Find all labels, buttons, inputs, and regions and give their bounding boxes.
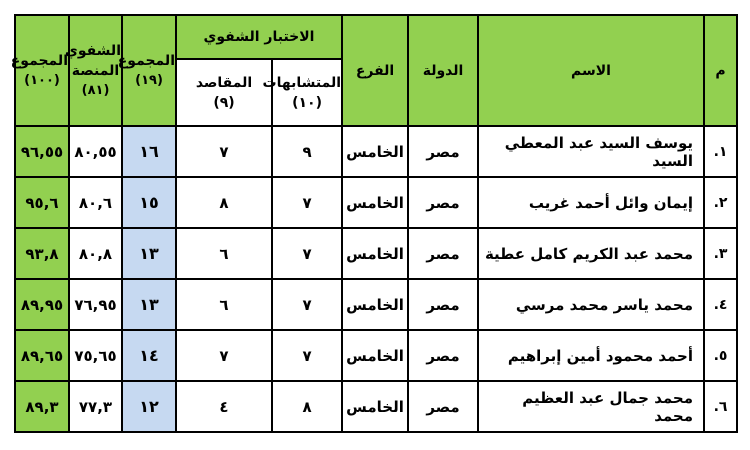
header-platform-line2: المنصة bbox=[71, 62, 120, 79]
cell-similar: ٧ bbox=[272, 279, 342, 330]
cell-index: ٤. bbox=[704, 279, 737, 330]
header-similar-label: المتشابهات bbox=[262, 74, 342, 91]
cell-subtotal: ١٥ bbox=[122, 177, 176, 228]
header-subtotal-label: المجموع bbox=[117, 52, 175, 69]
header-subtotal bbox=[117, 15, 176, 126]
header-subtotal-max: (١٩) bbox=[135, 72, 163, 88]
cell-country: مصر bbox=[408, 126, 478, 177]
cell-total: ٨٩,٦٥ bbox=[15, 330, 69, 381]
cell-country: مصر bbox=[408, 381, 478, 432]
cell-total: ٩٥,٦ bbox=[15, 177, 69, 228]
header-index: م bbox=[704, 15, 737, 126]
cell-country: مصر bbox=[408, 228, 478, 279]
cell-platform: ٧٥,٦٥ bbox=[69, 330, 122, 381]
cell-branch: الخامس bbox=[342, 279, 408, 330]
cell-platform: ٨٠,٥٥ bbox=[69, 126, 122, 177]
cell-total: ٩٣,٨ bbox=[15, 228, 69, 279]
header-purposes-label: المقاصد bbox=[195, 74, 253, 91]
cell-subtotal: ١٦ bbox=[122, 126, 176, 177]
header-similar bbox=[262, 59, 342, 126]
cell-purposes: ٦ bbox=[176, 279, 272, 330]
cell-index: ٥. bbox=[704, 330, 737, 381]
cell-name: محمد جمال عبد العظيم محمد bbox=[478, 381, 704, 432]
cell-similar: ٧ bbox=[272, 330, 342, 381]
cell-branch: الخامس bbox=[342, 126, 408, 177]
cell-purposes: ٧ bbox=[176, 126, 272, 177]
cell-name: أحمد محمود أمين إبراهيم bbox=[478, 330, 704, 381]
header-similar-max: (١٠) bbox=[292, 94, 322, 111]
cell-total: ٨٩,٣ bbox=[15, 381, 69, 432]
table-row bbox=[15, 330, 737, 381]
header-purposes bbox=[176, 59, 272, 126]
cell-branch: الخامس bbox=[342, 228, 408, 279]
cell-platform: ٨٠,٨ bbox=[69, 228, 122, 279]
cell-purposes: ٤ bbox=[176, 381, 272, 432]
header-row-top bbox=[15, 15, 737, 59]
header-country: الدولة bbox=[408, 15, 478, 126]
header-total bbox=[10, 15, 69, 126]
cell-branch: الخامس bbox=[342, 330, 408, 381]
results-table-body bbox=[15, 126, 737, 432]
header-platform-max: (٨١) bbox=[81, 82, 110, 98]
cell-platform: ٨٠,٦ bbox=[69, 177, 122, 228]
cell-platform: ٧٦,٩٥ bbox=[69, 279, 122, 330]
cell-index: ١. bbox=[704, 126, 737, 177]
cell-country: مصر bbox=[408, 177, 478, 228]
cell-total: ٩٦,٥٥ bbox=[15, 126, 69, 177]
table-row bbox=[15, 279, 737, 330]
header-total-label: المجموع bbox=[10, 52, 68, 69]
cell-country: مصر bbox=[408, 279, 478, 330]
cell-index: ٣. bbox=[704, 228, 737, 279]
cell-branch: الخامس bbox=[342, 177, 408, 228]
header-platform bbox=[65, 15, 122, 126]
cell-similar: ٩ bbox=[272, 126, 342, 177]
cell-index: ٢. bbox=[704, 177, 737, 228]
cell-country: مصر bbox=[408, 330, 478, 381]
cell-name: يوسف السيد عبد المعطي السيد bbox=[478, 126, 704, 177]
header-branch: الفرع bbox=[342, 15, 408, 126]
cell-name: محمد عبد الكريم كامل عطية bbox=[478, 228, 704, 279]
cell-total: ٨٩,٩٥ bbox=[15, 279, 69, 330]
cell-similar: ٨ bbox=[272, 381, 342, 432]
cell-name: محمد ياسر محمد مرسي bbox=[478, 279, 704, 330]
cell-subtotal: ١٣ bbox=[122, 228, 176, 279]
header-oral-exam: الاختبار الشفوي bbox=[176, 15, 342, 59]
cell-subtotal: ١٢ bbox=[122, 381, 176, 432]
results-table-container bbox=[10, 14, 736, 432]
header-name: الاسم bbox=[478, 15, 704, 126]
cell-purposes: ٨ bbox=[176, 177, 272, 228]
cell-subtotal: ١٣ bbox=[122, 279, 176, 330]
table-row bbox=[15, 228, 737, 279]
header-purposes-max: (٩) bbox=[213, 94, 235, 111]
cell-similar: ٧ bbox=[272, 177, 342, 228]
cell-subtotal: ١٤ bbox=[122, 330, 176, 381]
cell-index: ٦. bbox=[704, 381, 737, 432]
cell-branch: الخامس bbox=[342, 381, 408, 432]
results-table bbox=[10, 14, 738, 433]
header-platform-line1: الشفوي bbox=[65, 42, 121, 59]
table-row bbox=[15, 126, 737, 177]
cell-purposes: ٧ bbox=[176, 330, 272, 381]
header-total-max: (١٠٠) bbox=[24, 72, 60, 88]
table-row bbox=[15, 177, 737, 228]
cell-purposes: ٦ bbox=[176, 228, 272, 279]
cell-name: إيمان وائل أحمد غريب bbox=[478, 177, 704, 228]
cell-similar: ٧ bbox=[272, 228, 342, 279]
table-row bbox=[15, 381, 737, 432]
cell-platform: ٧٧,٣ bbox=[69, 381, 122, 432]
